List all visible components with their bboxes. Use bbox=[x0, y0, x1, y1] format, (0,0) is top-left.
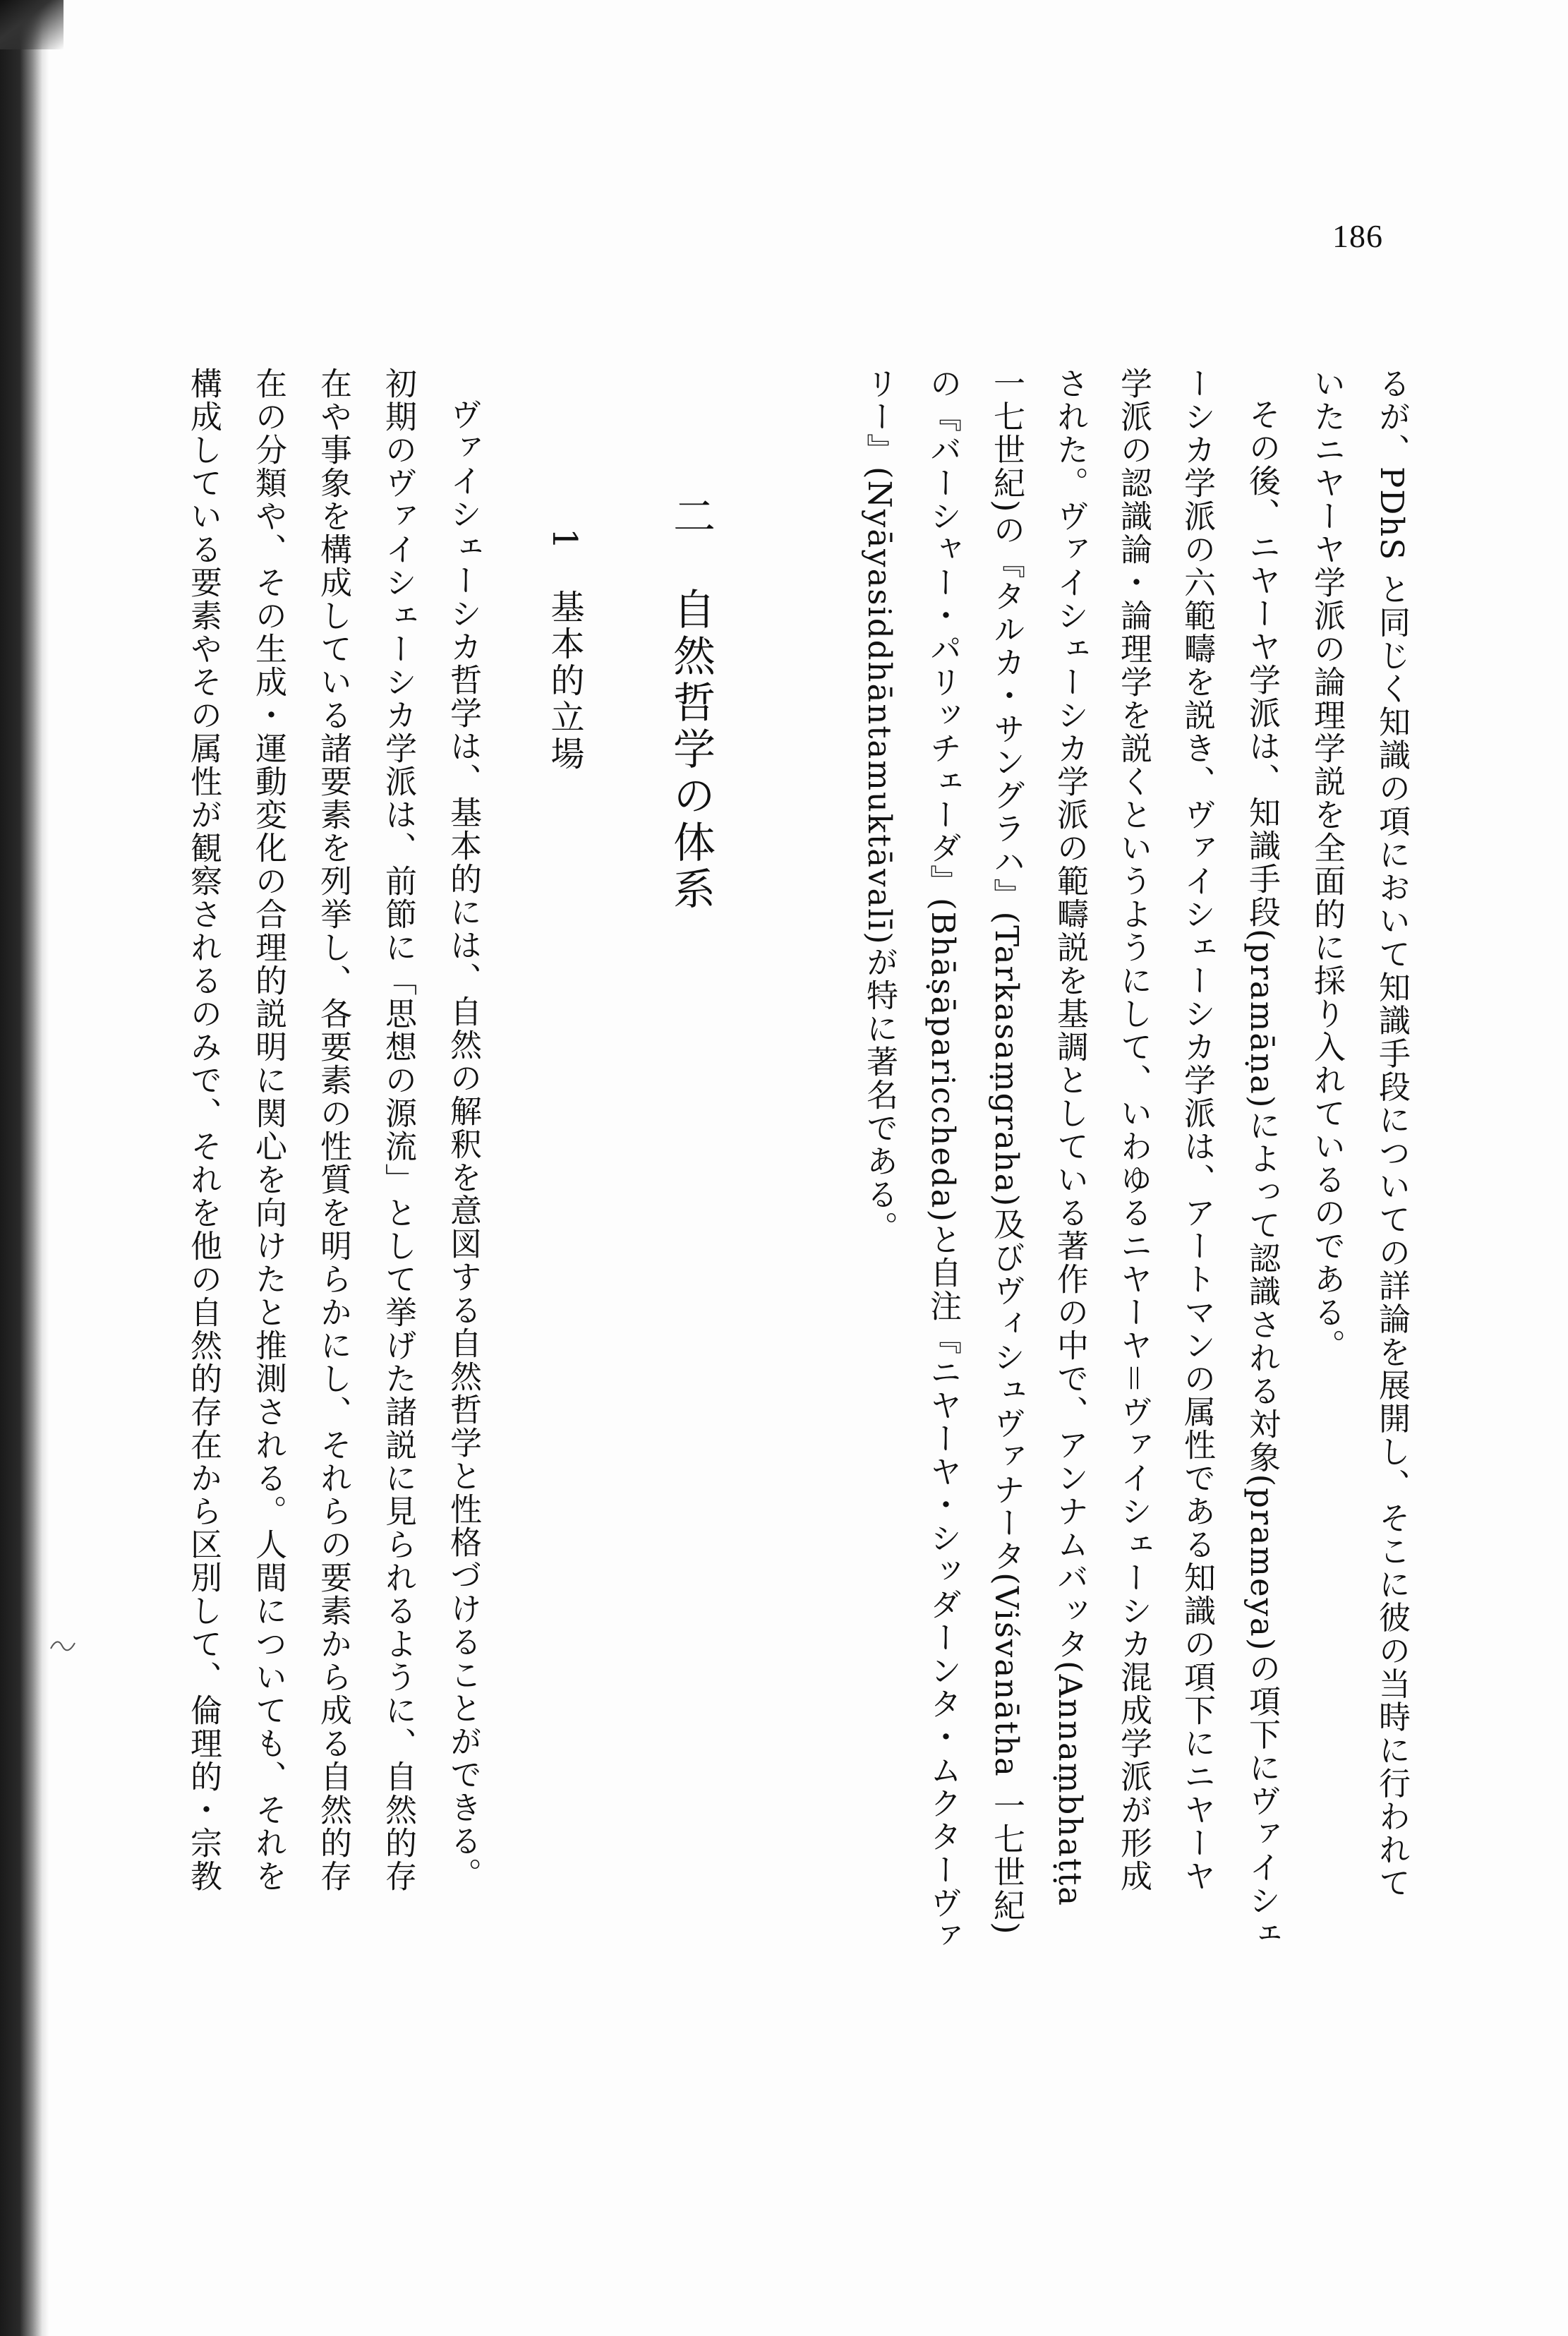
binding-shadow bbox=[0, 0, 49, 2336]
text-line: るが、PDhS と同じく知識の項において知識手段についての詳論を展開し、そこに彼の当時に行われて bbox=[1373, 367, 1411, 1900]
text-line: 学派の認識論・論理学を説くというようにして、いわゆるニヤーヤ＝ヴァイシェーシカ混成学派が形成 bbox=[1115, 367, 1152, 1893]
text-line: その後、ニヤーヤ学派は、知識手段(pramāṇa)によって認識される対象(prameya)の項下にヴァイシェ bbox=[1243, 398, 1281, 1951]
chapter-heading: 二 自然哲学の体系 bbox=[666, 494, 716, 913]
text-line: 在や事象を構成している諸要素を列挙し、各要素の性質を明らかにし、それらの要素から成る自然的存 bbox=[315, 367, 352, 1893]
text-line: いたニヤーヤ学派の論理学説を全面的に採り入れているのである。 bbox=[1308, 367, 1346, 1362]
text-line: 在の分類や、その生成・運動変化の合理的説明に関心を向けたと推測される。人間についても、それを bbox=[250, 367, 287, 1893]
text-line: 構成している要素やその属性が観察されるのみで、それを他の自然的存在から区別して、倫理的・宗教 bbox=[185, 367, 222, 1893]
text-line: 初期のヴァイシェーシカ学派は、前節に「思想の源流」として挙げた諸説に見られるように、自然的存 bbox=[380, 367, 417, 1893]
subsection-heading: 1 基本的立場 bbox=[545, 528, 584, 773]
text-line: された。ヴァイシェーシカ学派の範疇説を基調としている著作の中で、アンナムバッタ(Annaṃbhaṭṭa bbox=[1051, 367, 1089, 1908]
text-line: ーシカ学派の六範疇を説き、ヴァイシェーシカ学派は、アートマンの属性である知識の項下にニヤーヤ bbox=[1178, 367, 1216, 1893]
text-line: の『バーシャー・パリッチェーダ』(Bhāṣāpariccheda)と自注『ニヤーヤ・シッダーンタ・ムクターヴァ bbox=[924, 367, 962, 1953]
pencil-mark bbox=[49, 1636, 78, 1657]
text-line: リー』(Nyāyasiddhāntamuktāvalī)が特に著名である。 bbox=[861, 367, 898, 1244]
text-line: ヴァイシェーシカ哲学は、基本的には、自然の解釈を意図する自然哲学と性格づけることができる。 bbox=[445, 398, 482, 1891]
binding-shadow-corner bbox=[0, 0, 64, 49]
text-line: 一七世紀)の『タルカ・サングラハ』(Tarkasaṃgraha)及びヴィシュヴァナータ(Viśvanātha 一七世紀) bbox=[988, 367, 1025, 1936]
page-number: 186 bbox=[1332, 218, 1383, 254]
